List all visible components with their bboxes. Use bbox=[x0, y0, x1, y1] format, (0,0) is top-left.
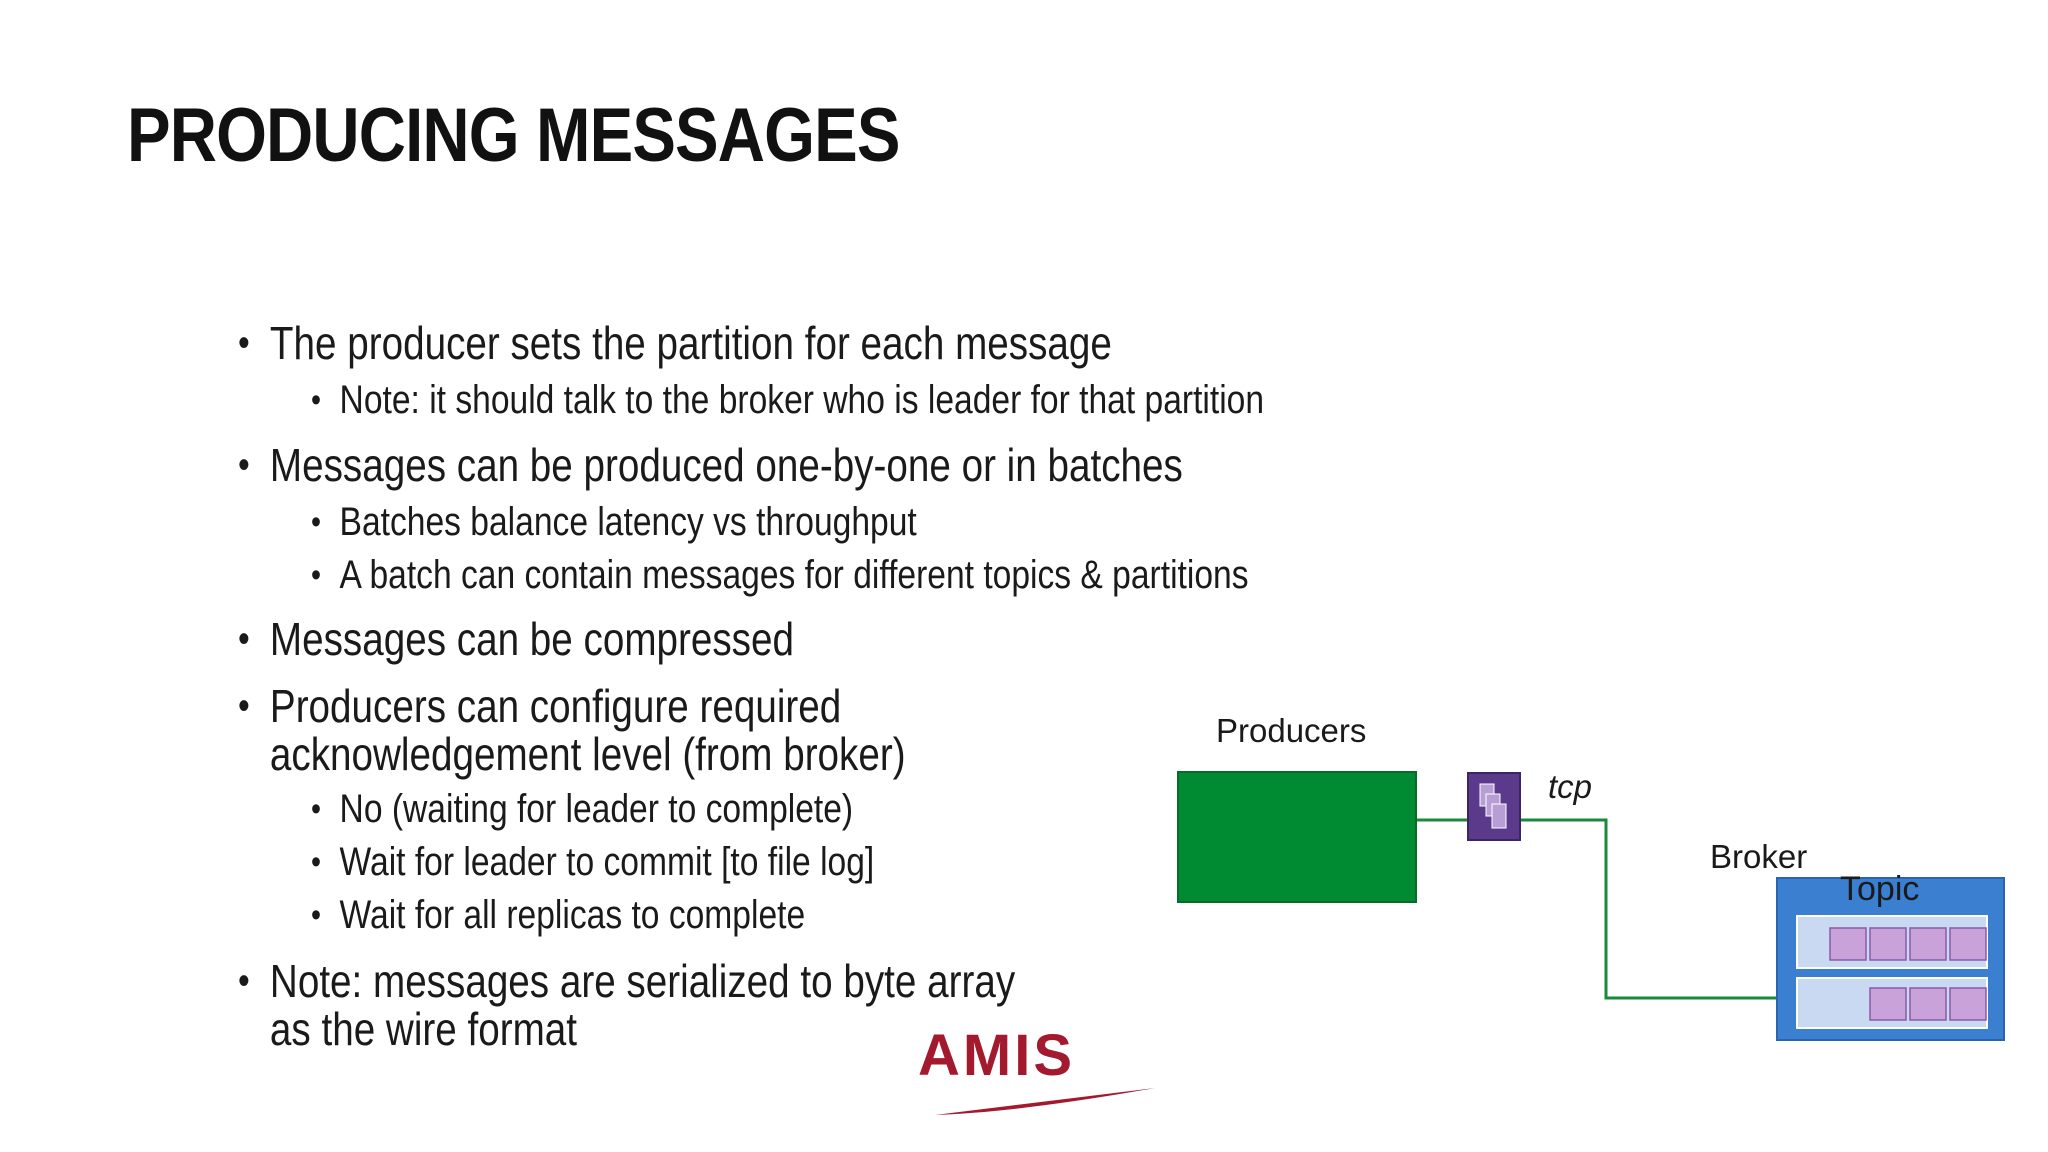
message-segment bbox=[1950, 928, 1986, 960]
message-segment bbox=[1870, 928, 1906, 960]
bullet-dot-icon: • bbox=[238, 443, 250, 487]
bullet-text: Producers can configure required bbox=[269, 680, 842, 732]
message-segment bbox=[1910, 988, 1946, 1020]
producer-box bbox=[1178, 772, 1416, 902]
message-segment bbox=[1870, 988, 1906, 1020]
bullet-text: Messages can be compressed bbox=[269, 613, 794, 665]
bullet-text: Note: it should talk to the broker who is leader for that partition bbox=[339, 378, 1265, 422]
bullet-dot-icon: • bbox=[311, 556, 322, 594]
bullet-text: Messages can be produced one-by-one or in batches bbox=[269, 439, 1183, 491]
partition-1-segments bbox=[1870, 988, 1986, 1020]
message-segment bbox=[1830, 928, 1866, 960]
bullet-text: Note: messages are serialized to byte array bbox=[269, 955, 1016, 1007]
bullet-text: as the wire format bbox=[269, 1003, 578, 1055]
bullet-dot-icon: • bbox=[311, 503, 322, 541]
bullet-text: acknowledgement level (from broker) bbox=[269, 728, 906, 780]
producers-label: Producers bbox=[1216, 712, 1367, 749]
slide-title: PRODUCING MESSAGES bbox=[127, 93, 900, 178]
message-batch-icon bbox=[1468, 773, 1520, 840]
message-segment bbox=[1910, 928, 1946, 960]
bullet-dot-icon: • bbox=[238, 617, 250, 661]
logo-text: AMIS bbox=[918, 1023, 1075, 1088]
tcp-connector-line bbox=[1415, 820, 1793, 998]
bullet-dot-icon: • bbox=[311, 381, 322, 419]
bullet-text: The producer sets the partition for each message bbox=[269, 317, 1112, 369]
bullet-dot-icon: • bbox=[311, 896, 322, 934]
bullet-dot-icon: • bbox=[238, 321, 250, 365]
bullet-text: Batches balance latency vs throughput bbox=[339, 500, 917, 544]
broker-label: Broker bbox=[1710, 838, 1808, 875]
bullet-dot-icon: • bbox=[311, 790, 322, 828]
bullet-text: Wait for all replicas to complete bbox=[339, 893, 806, 937]
bullet-text: Wait for leader to commit [to file log] bbox=[339, 840, 875, 884]
logo-swoosh-icon bbox=[930, 1070, 1160, 1120]
message-segment bbox=[1950, 988, 1986, 1020]
tcp-label: tcp bbox=[1548, 768, 1593, 805]
bullet-dot-icon: • bbox=[311, 843, 322, 881]
topic-label: Topic bbox=[1840, 870, 1920, 908]
bullet-dot-icon: • bbox=[238, 959, 250, 1003]
bullet-dot-icon: • bbox=[238, 684, 250, 728]
bullet-text: No (waiting for leader to complete) bbox=[339, 787, 854, 831]
bullet-text: A batch can contain messages for different topics & partitions bbox=[339, 553, 1249, 597]
